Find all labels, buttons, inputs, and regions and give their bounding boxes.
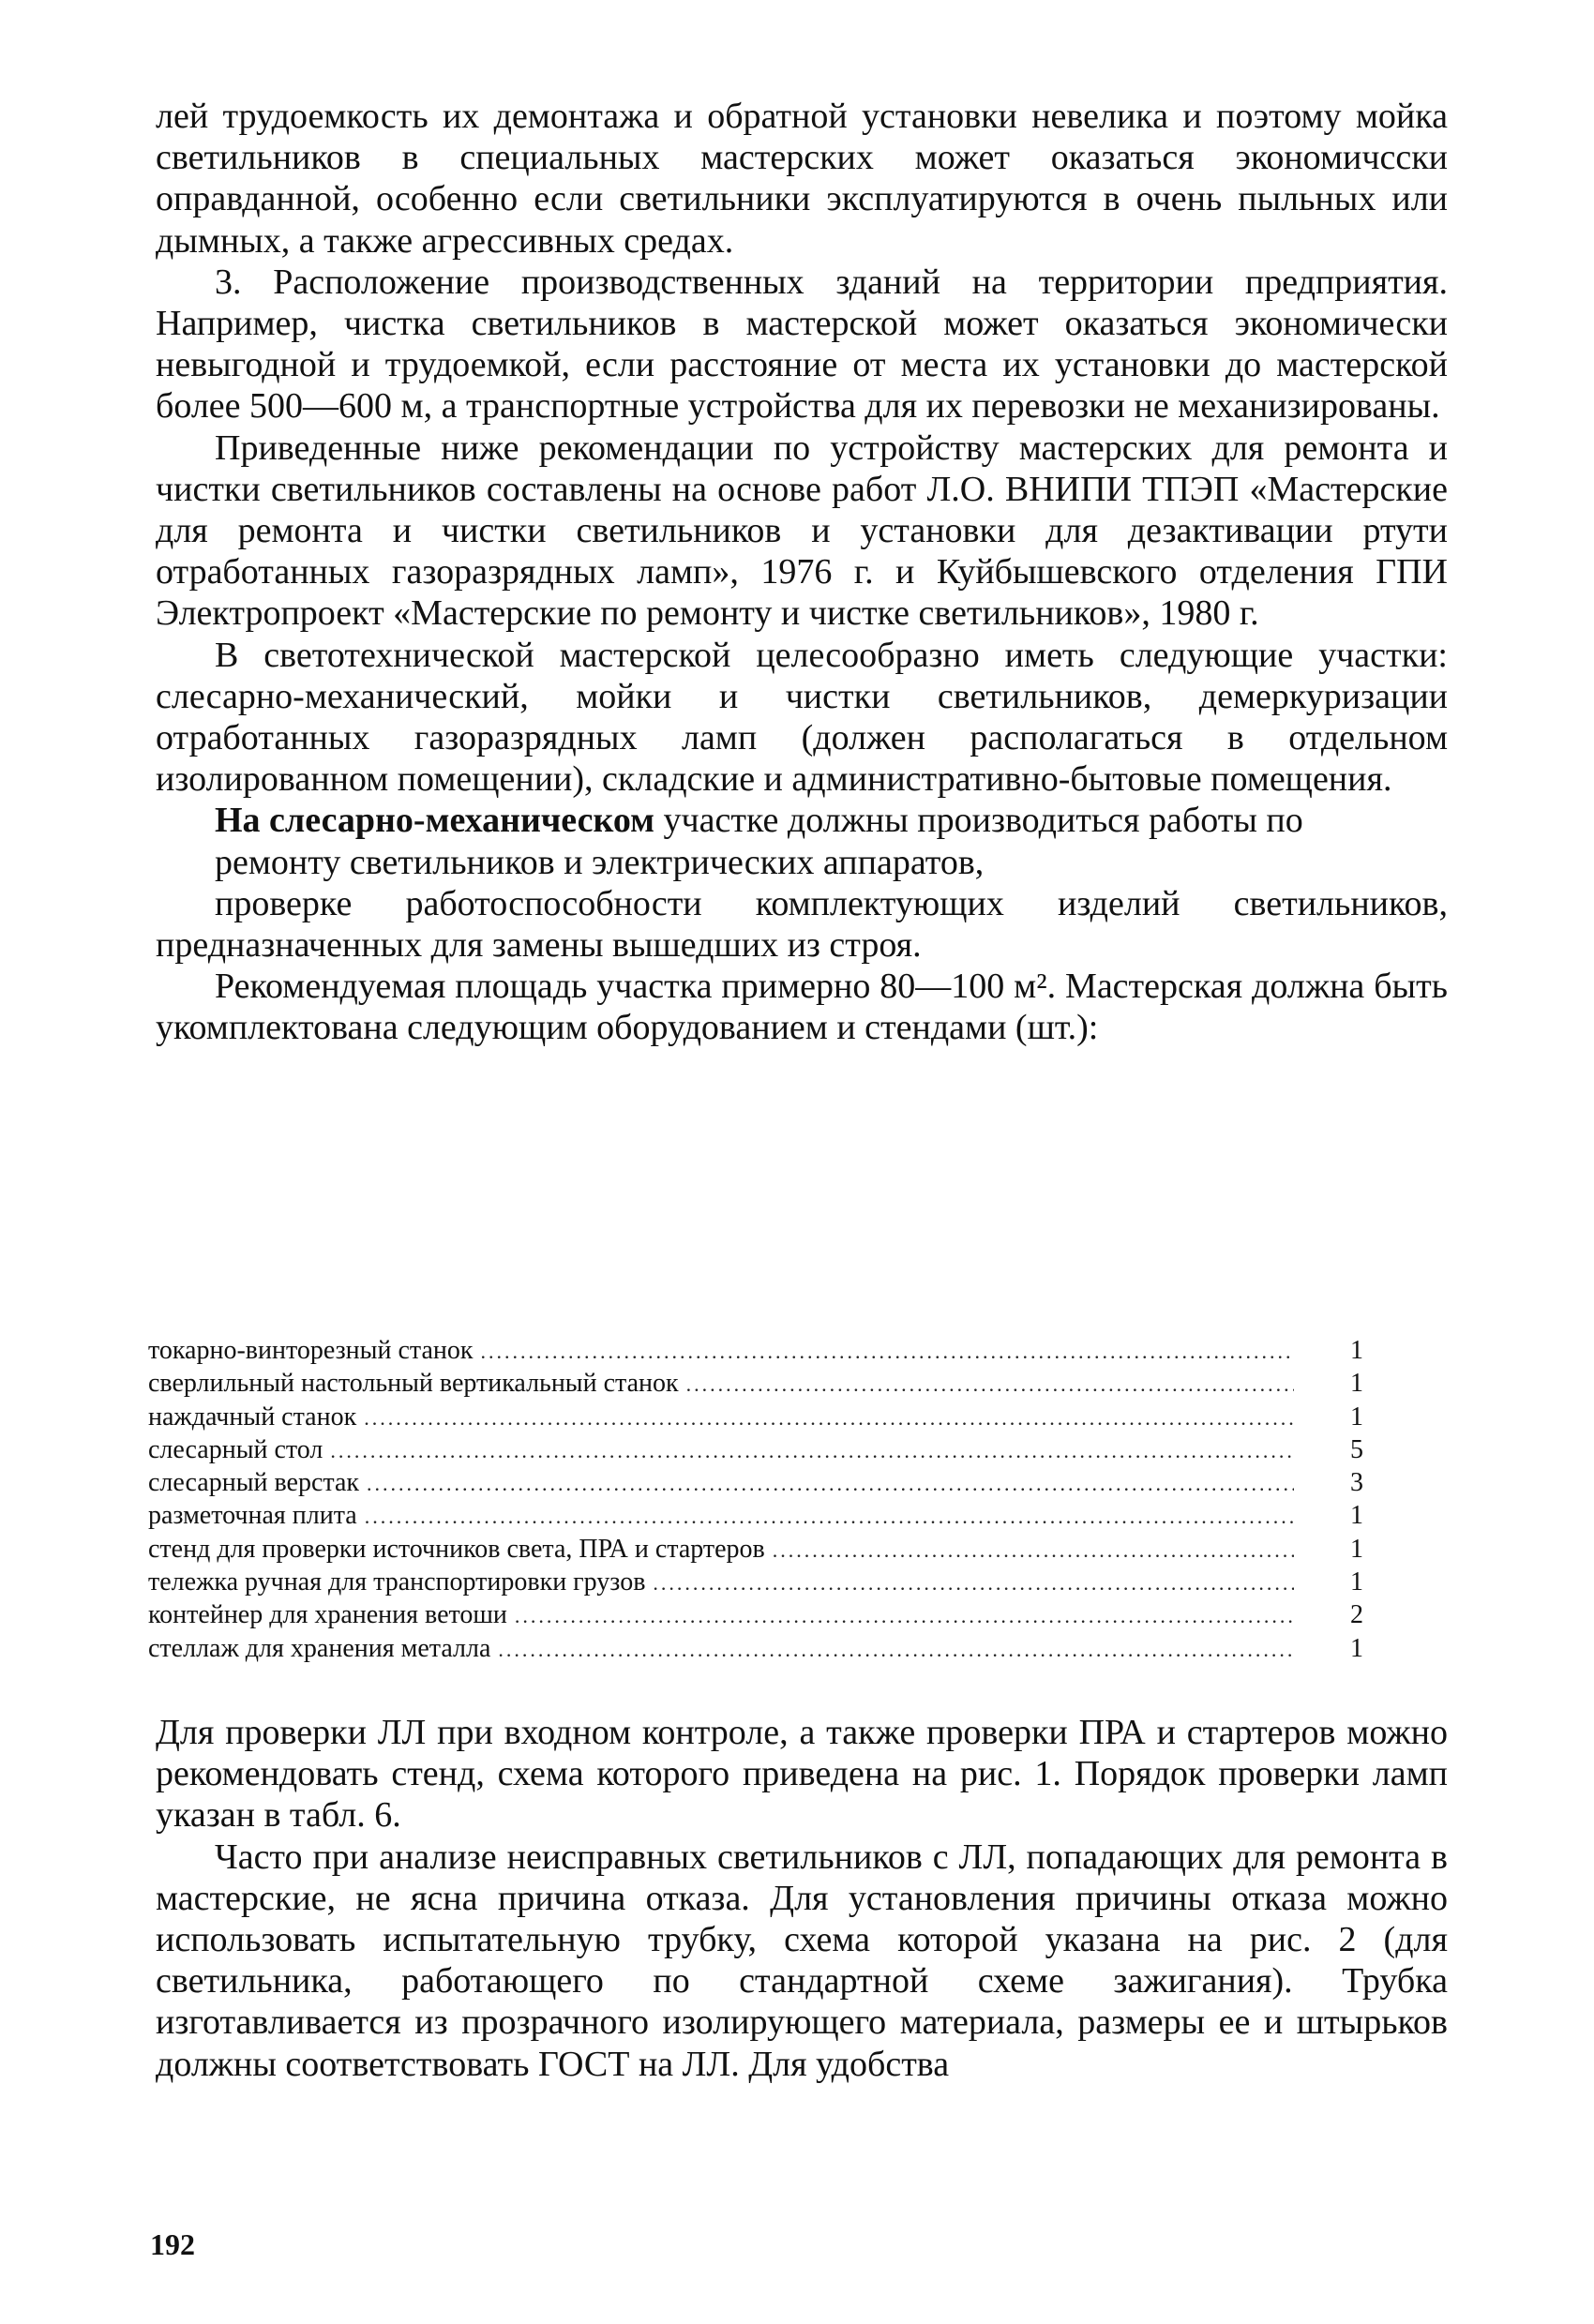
- closing-text: [156, 1712, 1448, 2085]
- leader-dots: [773, 1534, 1294, 1567]
- equipment-name: слесарный стол: [148, 1434, 323, 1464]
- equipment-row: [148, 1334, 1363, 1367]
- main-text: [156, 96, 1448, 1049]
- equipment-row: [148, 1466, 1363, 1499]
- paragraph-test-tube: Часто при анализе неисправных светильников с ЛЛ, попадающих для ремонта в мастерские, не ясна причина отказа. Для установления причины отказа можно использовать испытательную трубку, схема которой указана на рис. 2 (для светильника, работающего по стандартной схеме зажигания). Трубка изготавливается из прозрачного изолирующего материала, размеры ее и штырьков должны соответствовать ГОСТ на ЛЛ. Для удобства: [156, 1837, 1448, 2084]
- equipment-count: 1: [1350, 1567, 1363, 1597]
- leader-dots: [515, 1599, 1294, 1632]
- work-intro-rest: участке должны производиться работы по: [663, 801, 1303, 841]
- equipment-name: тележка ручная для транспортировки грузов: [148, 1567, 646, 1597]
- leader-dots: [365, 1500, 1294, 1533]
- equipment-row: [148, 1533, 1363, 1566]
- paragraph-workshop-sections: В светотехнической мастерской целесообразно иметь следующие участки: слесарно-механический, мойки и чистки светильников, демеркуризации отработанных газоразрядных ламп (должен располагаться в отдельном изолированном помещении), складские и административно-бытовые помещения.: [156, 635, 1448, 800]
- equipment-name: наждачный станок: [148, 1402, 357, 1432]
- equipment-name: разметочная плита: [148, 1501, 357, 1531]
- equipment-count: 1: [1350, 1534, 1363, 1564]
- equipment-row: [148, 1598, 1363, 1631]
- leader-dots: [367, 1467, 1294, 1500]
- equipment-name: контейнер для хранения ветоши: [148, 1600, 507, 1630]
- page-number: 192: [150, 2227, 195, 2261]
- equipment-count: 3: [1350, 1468, 1363, 1498]
- equipment-count: 1: [1350, 1633, 1363, 1663]
- equipment-row: [148, 1367, 1363, 1400]
- equipment-name: слесарный верстак: [148, 1468, 360, 1498]
- equipment-name: токарно-винторезный станок: [148, 1336, 474, 1365]
- equipment-name: сверлильный настольный вертикальный станок: [148, 1369, 679, 1399]
- leader-dots: [653, 1567, 1294, 1599]
- equipment-row: [148, 1401, 1363, 1433]
- leader-dots: [330, 1434, 1294, 1467]
- paragraph-work-intro: [156, 800, 1448, 841]
- equipment-count: 1: [1350, 1501, 1363, 1531]
- equipment-name: стеллаж для хранения металла: [148, 1633, 491, 1663]
- paragraph-area: Рекомендуемая площадь участка примерно 80—100 м². Мастерская должна быть укомплектована следующим оборудованием и стендами (шт.):: [156, 967, 1448, 1048]
- leader-dots: [686, 1368, 1294, 1401]
- leader-dots: [480, 1335, 1294, 1368]
- equipment-row: [148, 1433, 1363, 1466]
- work-item: ремонту светильников и электрических аппаратов,: [215, 842, 985, 882]
- leader-dots: [364, 1402, 1294, 1434]
- equipment-row: [148, 1499, 1363, 1532]
- paragraph-lamp-test-stand: Для проверки ЛЛ при входном контроле, а также проверки ПРА и стартеров можно рекомендовать стенд, схема которого приведена на рис. 1. Порядок проверки ламп указан в табл. 6.: [156, 1713, 1448, 1836]
- equipment-count: 1: [1350, 1369, 1363, 1399]
- work-item: проверке работоспособности комплектующих изделий светильников, предназначенных для замены вышедших из строя.: [156, 883, 1448, 966]
- equipment-row: [148, 1632, 1363, 1665]
- equipment-count: 5: [1350, 1434, 1363, 1464]
- equipment-list: [148, 1334, 1363, 1665]
- paragraph-recommendations: Приведенные ниже рекомендации по устройству мастерских для ремонта и чистки светильников составлены на основе работ Л.О. ВНИПИ ТПЭП «Мастерские для ремонта и чистки светильников и установки для дезактивации ртути отработанных газоразрядных ламп», 1976 г. и Куйбышевского отделения ГПИ Электропроект «Мастерские по ремонту и чистке светильников», 1980 г.: [156, 427, 1448, 634]
- equipment-count: 1: [1350, 1402, 1363, 1432]
- leader-dots: [498, 1633, 1294, 1666]
- equipment-count: 1: [1350, 1336, 1363, 1365]
- equipment-row: [148, 1566, 1363, 1598]
- paragraph-continuation: лей трудоемкость их демонтажа и обратной установки невелика и поэтому мойка светильников в специальных мастерских может оказаться экономичсски оправданной, особенно если светильники эксплуатируются в очень пыльных или дымных, а также агрессивных средах.: [156, 97, 1448, 261]
- paragraph-building-location: 3. Расположение производственных зданий на территории предприятия. Например, чистка светильников в мастерской может оказаться экономически невыгодной и трудоемкой, если расстояние от места их установки до мастерской более 500—600 м, а транспортные устройства для их перевозки не механизированы.: [156, 262, 1448, 427]
- work-intro-bold: На слесарно-механическом: [215, 801, 655, 841]
- equipment-name: стенд для проверки источников света, ПРА и стартеров: [148, 1534, 765, 1564]
- equipment-count: 2: [1350, 1600, 1363, 1630]
